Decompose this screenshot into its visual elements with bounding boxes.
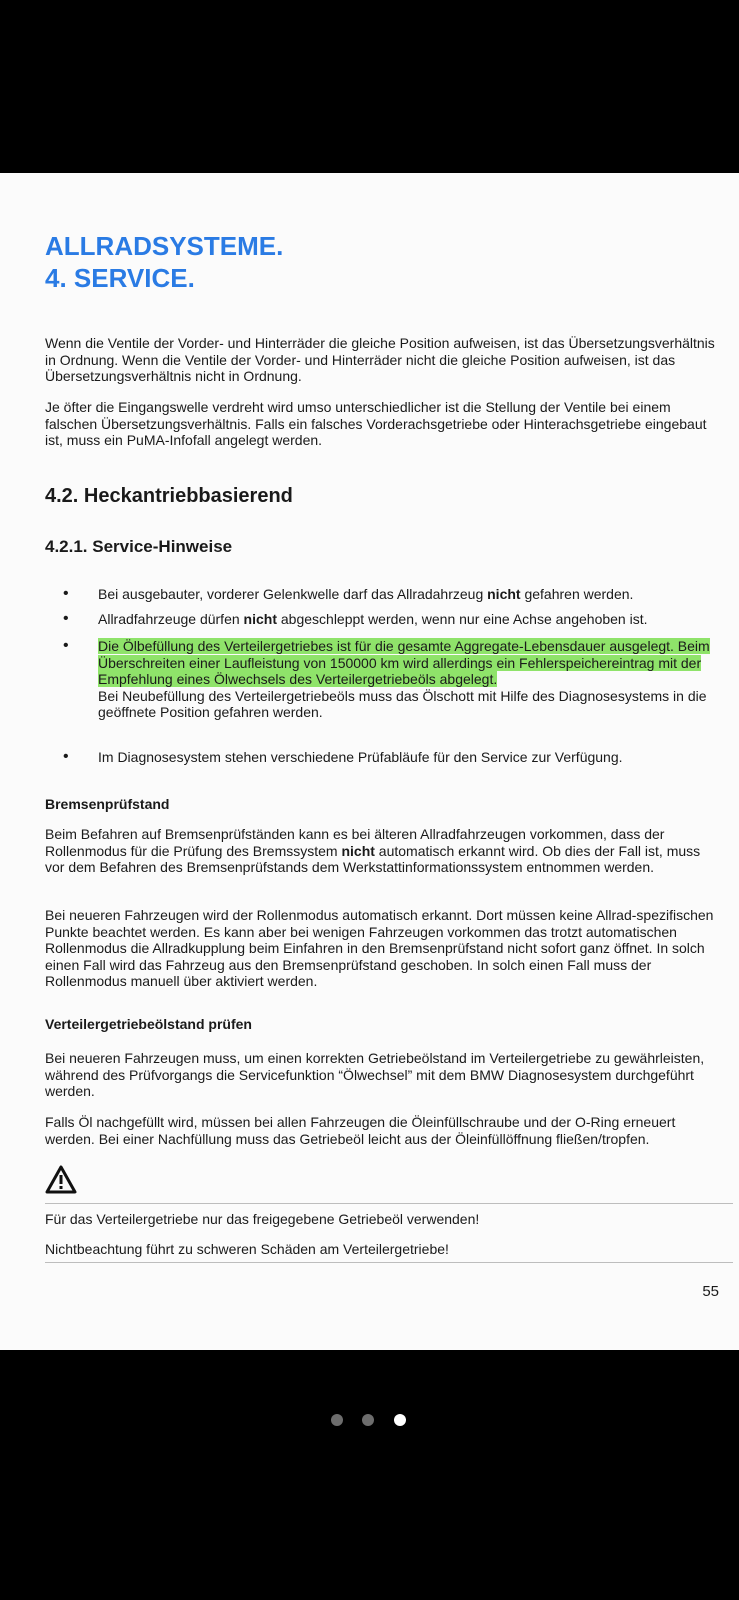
document-page bbox=[0, 173, 739, 1350]
page-indicator bbox=[0, 1410, 739, 1430]
bullet-2-emphasis: nicht bbox=[243, 611, 277, 627]
bullet-item-2 bbox=[98, 611, 719, 628]
section-heading: 4.2. Heckantriebbasierend bbox=[45, 485, 293, 507]
bullet-1-text-end: gefahren werden. bbox=[520, 586, 634, 602]
warning-line-2: Nichtbeachtung führt zu schweren Schäden am Verteilergetriebe! bbox=[45, 1241, 449, 1257]
divider bbox=[45, 1262, 733, 1263]
divider bbox=[45, 1203, 733, 1204]
page-number: 55 bbox=[702, 1283, 719, 1300]
intro-paragraph-1: Wenn die Ventile der Vorder- und Hinterräder die gleiche Position aufweisen, ist das Übersetzungsverhältnis in Ordnung. Wenn die Ventile der Vorder- und Hinterräder nicht die gleiche Position aufweisen, ist das Übersetzungsverhältnis nicht in Ordnung. bbox=[45, 335, 715, 384]
bullet-item-4: Im Diagnosesystem stehen verschiedene Prüfabläufe für den Service zur Verfügung. bbox=[98, 749, 623, 765]
bullet-1-emphasis: nicht bbox=[487, 586, 521, 602]
bullet-item-3 bbox=[98, 638, 713, 721]
warning-triangle-icon bbox=[45, 1165, 77, 1195]
brake-paragraph-2: Bei neueren Fahrzeugen wird der Rollenmodus automatisch erkannt. Dort müssen keine Allrad-spezifischen Punkte beachtet werden. Es kann aber bei wenigen Fahrzeugen vorkommen das trotzt automatischen Rollenmodus die Allradkupplung beim Einfahren in den Bremsenprüfstand nicht sofort ganz öffnet. In solch einen Fall wird das Fahrzeug aus den Bremsenprüfstand geschoben. In solch einen Fall muss der Rollenmodus manuell über aktiviert werden. bbox=[45, 907, 714, 989]
bullet-marker: • bbox=[63, 748, 69, 765]
bullet-2-text: Allradfahrzeuge dürfen bbox=[98, 611, 244, 627]
title-line-1: ALLRADSYSTEME. bbox=[45, 231, 284, 261]
brake-p1-emphasis: nicht bbox=[341, 842, 375, 859]
subsection-heading: 4.2.1. Service-Hinweise bbox=[45, 537, 233, 556]
oil-paragraph-2: Falls Öl nachgefüllt wird, müssen bei allen Fahrzeugen die Öleinfüllschraube und der O-Ring erneuert werden. Bei einer Nachfüllung muss das Getriebeöl leicht aus der Öleinfüllöffnung fließen/tropfen. bbox=[45, 1114, 676, 1147]
highlighted-text: Die Ölbefüllung des Verteilergetriebes ist für die gesamte Aggregate-Lebensdauer ausgelegt. Beim Überschreiten einer Laufleistung von 150000 km wird allerdings ein Fehlerspeichereintrag mit der Empfehlung eines Ölwechsels des Verteilergetriebeöls abgelegt. bbox=[98, 638, 710, 687]
brake-p1-text: Beim Befahren auf Bremsenprüfständen kann es bei älteren Allradfahrzeugen vorkommen, dass der Rollenmodus für die Prüfung des Bremssystem bbox=[45, 826, 665, 859]
page-dot-active[interactable] bbox=[394, 1414, 406, 1426]
bullet-item-1 bbox=[98, 586, 719, 603]
brake-heading: Bremsenprüfstand bbox=[45, 796, 170, 812]
bullet-marker: • bbox=[63, 610, 69, 627]
page-dot[interactable] bbox=[331, 1414, 343, 1426]
oil-paragraph-1: Bei neueren Fahrzeugen muss, um einen korrekten Getriebeölstand im Verteilergetriebe zu gewährleisten, während des Prüfvorgangs die Servicefunktion “Ölwechsel” mit dem BMW Diagnosesystem durchgeführt werden. bbox=[45, 1050, 705, 1099]
brake-paragraph-1 bbox=[45, 826, 715, 876]
page-dot[interactable] bbox=[362, 1414, 374, 1426]
bullet-3-continuation: Bei Neubefüllung des Verteilergetriebeöls muss das Ölschott mit Hilfe des Diagnosesystems in die geöffnete Position gefahren werden. bbox=[98, 687, 707, 720]
bullet-2-text-end: abgeschleppt werden, wenn nur eine Achse angehoben ist. bbox=[277, 611, 648, 627]
oil-heading: Verteilergetriebeölstand prüfen bbox=[45, 1016, 252, 1032]
intro-paragraph-2: Je öfter die Eingangswelle verdreht wird umso unterschiedlicher ist die Stellung der Ventile bei einem falschen Übersetzungsverhältnis. Falls ein falsches Vorderachsgetriebe oder Hinterachsgetriebe eingebaut ist, muss ein PuMA-Infofall angelegt werden. bbox=[45, 399, 707, 448]
brake-p1-text-end: automatisch erkannt wird. Ob dies der Fall ist, muss vor dem Befahren des Bremsenprüfstands dem Werkstattinformationssystem entnommen werden. bbox=[45, 842, 701, 875]
bullet-marker: • bbox=[63, 637, 69, 654]
bullet-1-text: Bei ausgebauter, vorderer Gelenkwelle darf das Allradahrzeug bbox=[98, 586, 488, 602]
page-title bbox=[45, 230, 283, 294]
title-line-2: 4. SERVICE. bbox=[45, 263, 195, 293]
bullet-marker: • bbox=[63, 585, 69, 602]
warning-line-1: Für das Verteilergetriebe nur das freigegebene Getriebeöl verwenden! bbox=[45, 1211, 480, 1227]
